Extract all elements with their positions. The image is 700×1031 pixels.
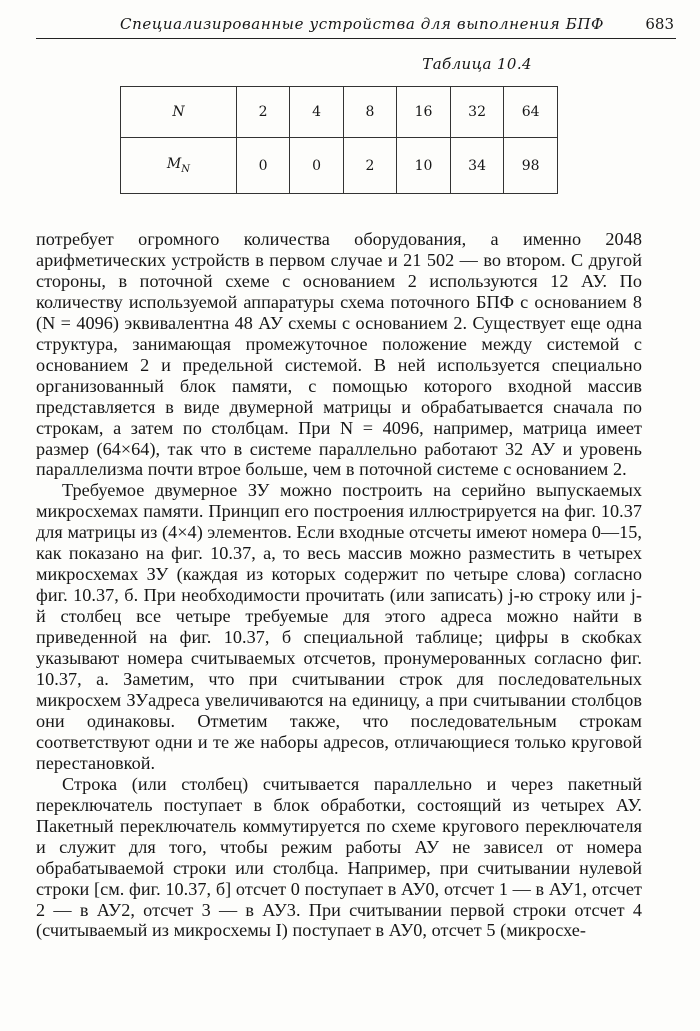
table-cell: 32 [450,87,504,138]
mn-label: $M_N$ [166,156,190,175]
table-cell: 2 [236,87,289,138]
table-cell: 2 [343,138,396,194]
table-cell: 64 [504,87,558,138]
running-title: Специализированные устройства для выполнения БПФ [120,15,605,33]
row-label-mn [121,138,237,194]
row-label-n: N [121,87,237,138]
table-cell: 98 [504,138,558,194]
table-cell: 4 [290,87,343,138]
table-row-n [121,87,558,138]
paragraph: потребует огромного количества оборудования, а именно 2048 арифметических устройств в первом случае и 21 502 — во втором. С другой стороны, в поточной схеме с основанием 2 используются 12 АУ. По количеству используемой аппаратуры схема поточного БПФ с основанием 8 (N = 4096) эквивалентна 48 АУ схемы с основанием 2. Существует еще одна структура, занимающая промежуточное положение между системой с основанием 2 и предельной системой. В ней используется специально организованный блок памяти, с помощью которого входной массив представляется в виде двумерной матрицы и обрабатывается сначала по строкам, а затем по столбцам. При N = 4096, например, матрица имеет размер (64×64), так что в системе параллельно работают 32 АУ и уровень параллелизма почти втрое больше, чем в поточной системе с основанием 2. [36,229,642,480]
table-cell: 34 [450,138,504,194]
data-table [120,86,558,194]
table-row-mn [121,138,558,194]
table-cell: 8 [343,87,396,138]
table-cell: 0 [290,138,343,194]
running-head [36,12,676,39]
table-cell: 16 [397,87,451,138]
paragraph: Требуемое двумерное ЗУ можно построить на серийно выпускаемых микросхемах памяти. Принцип его построения иллюстрируется на фиг. 10.37 для матрицы из (4×4) элементов. Если входные отсчеты имеют номера 0—15, как показано на фиг. 10.37, а, то весь массив можно разместить в четырех микросхемах ЗУ (каждая из которых содержит по четыре слова) согласно фиг. 10.37, б. При необходимости прочитать (или записать) j-ю строку или j-й столбец все четыре требуемые для этого адреса можно найти в приведенной на фиг. 10.37, б специальной таблице; цифры в скобках указывают номера считываемых отсчетов, пронумерованных согласно фиг. 10.37, а. Заметим, что при считывании строк для последовательных микросхем ЗУадреса увеличиваются на единицу, а при считывании столбцов они одинаковы. Отметим также, что последовательным строкам соответствуют одни и те же наборы адресов, отличающиеся только круговой перестановкой. [36,480,642,773]
table-cell: 10 [397,138,451,194]
table-caption: Таблица 10.4 [422,55,532,73]
paragraph: Строка (или столбец) считывается параллельно и через пакетный переключатель поступает в блок обработки, состоящий из четырех АУ. Пакетный переключатель коммутируется по схеме кругового переключателя и служит для того, чтобы режим работы АУ не зависел от номера обрабатываемой строки или столбца. Например, при считывании нулевой строки [см. фиг. 10.37, б] отсчет 0 поступает в АУ0, отсчет 1 — в АУ1, отсчет 2 — в АУ2, отсчет 3 — в АУ3. При считывании первой строки отсчет 4 (считываемый из микросхемы I) поступает в АУ0, отсчет 5 (микросхе- [36,773,642,941]
table-cell: 0 [236,138,289,194]
page-number: 683 [645,15,674,33]
body-text [36,229,642,941]
subscript-n: N [181,163,190,175]
